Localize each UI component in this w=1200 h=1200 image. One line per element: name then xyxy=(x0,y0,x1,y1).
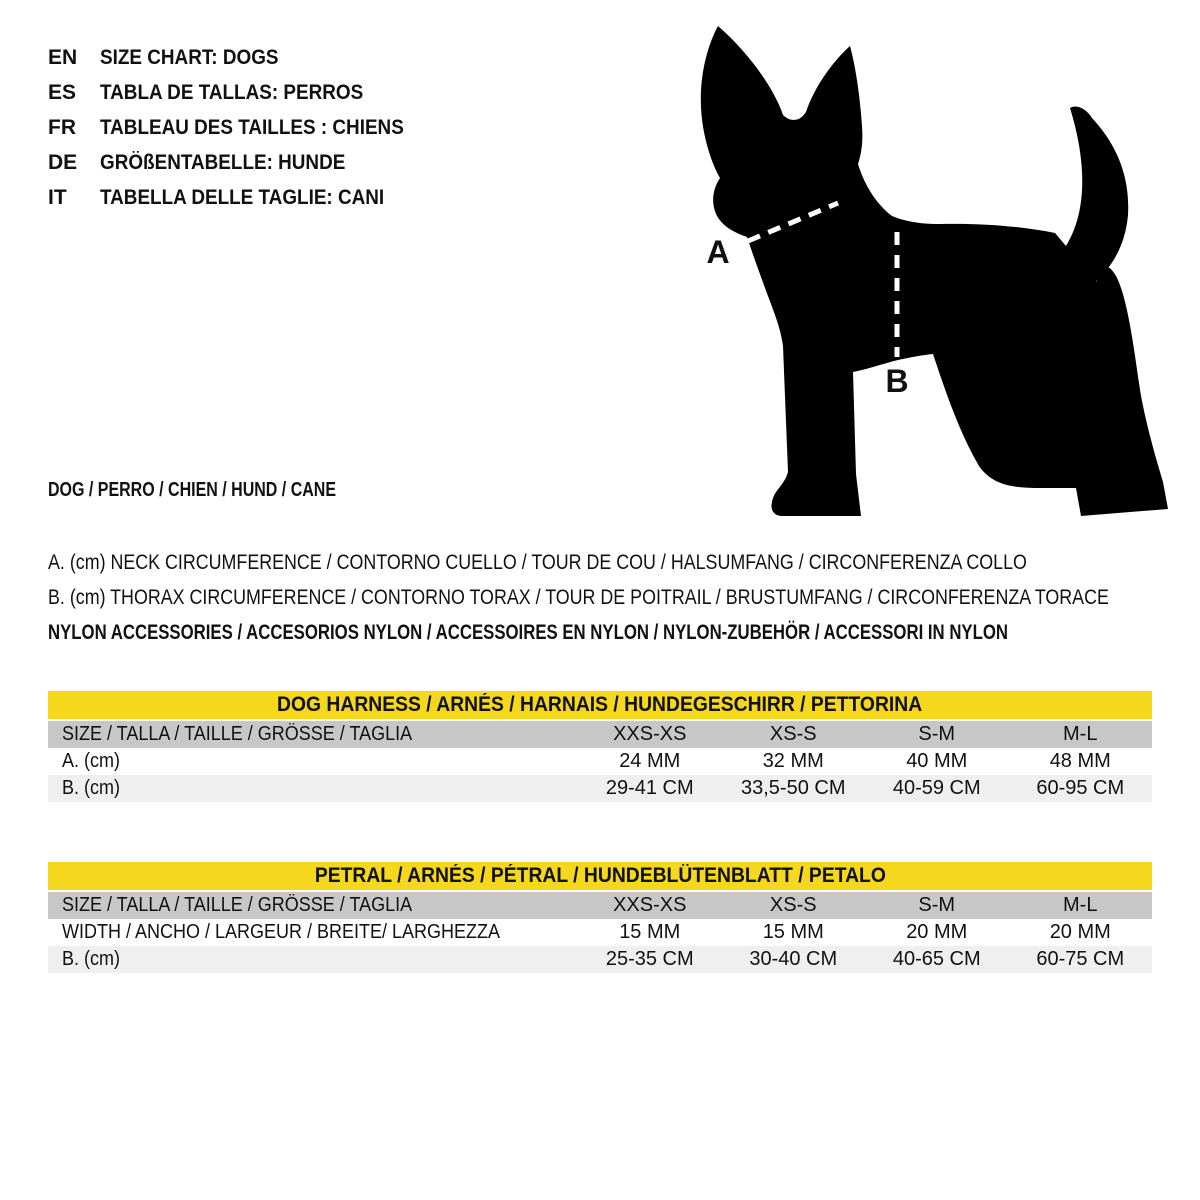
row-label-cell: SIZE / TALLA / TAILLE / GRÖSSE / TAGLIA xyxy=(62,723,413,745)
thorax-label: B xyxy=(885,363,909,399)
value-cell: 40-59 CM xyxy=(892,777,981,799)
table-row-neck xyxy=(48,748,1152,775)
row-label-cell: WIDTH / ANCHO / LARGEUR / BREITE/ LARGHEZZA xyxy=(62,921,501,943)
language-title-block xyxy=(48,40,438,215)
table-row-width xyxy=(48,919,1152,946)
title-label: SIZE CHART: DOGS xyxy=(100,45,279,69)
lang-code: DE xyxy=(48,150,78,174)
harness-size-table xyxy=(48,691,1152,802)
value-cell: 40-65 CM xyxy=(892,948,981,970)
row-label-cell: B. (cm) xyxy=(62,777,120,799)
petral-size-table xyxy=(48,862,1152,973)
lang-code: IT xyxy=(48,185,67,209)
table-title-bar xyxy=(48,862,1152,890)
column-header-cell: S-M xyxy=(918,723,956,745)
table-title-bar xyxy=(48,691,1152,719)
lang-code: FR xyxy=(48,115,76,139)
column-header-cell: XXS-XS xyxy=(613,894,687,916)
title-label: TABLEAU DES TAILLES : CHIENS xyxy=(100,115,404,139)
measurement-legend xyxy=(48,545,1200,650)
column-header-cell: XS-S xyxy=(769,723,817,745)
value-cell: 20 MM xyxy=(1049,921,1111,943)
column-header-cell: M-L xyxy=(1063,894,1098,916)
value-cell: 40 MM xyxy=(906,750,968,772)
table-title: PETRAL / ARNÉS / PÉTRAL / HUNDEBLÜTENBLATT / PETALO xyxy=(314,864,886,887)
value-cell: 25-35 CM xyxy=(605,948,694,970)
lang-code: ES xyxy=(48,80,77,104)
neck-label: A xyxy=(706,234,730,270)
column-header-cell: XXS-XS xyxy=(613,723,687,745)
column-header-cell: XS-S xyxy=(769,894,817,916)
value-cell: 15 MM xyxy=(619,921,681,943)
title-row-fr xyxy=(48,110,438,145)
legend-line-b: B. (cm) THORAX CIRCUMFERENCE / CONTORNO TORAX / TOUR DE POITRAIL / BRUSTUMFANG / CIRCONFERENZA TORACE xyxy=(48,585,1109,609)
dog-measurement-diagram xyxy=(640,20,1180,520)
title-row-de xyxy=(48,145,438,180)
title-label: GRÖßENTABELLE: HUNDE xyxy=(100,150,346,174)
column-header-cell: S-M xyxy=(918,894,956,916)
row-label-cell: A. (cm) xyxy=(62,750,120,772)
value-cell: 20 MM xyxy=(906,921,968,943)
legend-line-a: A. (cm) NECK CIRCUMFERENCE / CONTORNO CUELLO / TOUR DE COU / HALSUMFANG / CIRCONFERENZA COLLO xyxy=(48,550,1027,574)
row-label-cell: B. (cm) xyxy=(62,948,120,970)
table-row-thorax xyxy=(48,946,1152,973)
row-label-cell: SIZE / TALLA / TAILLE / GRÖSSE / TAGLIA xyxy=(62,894,413,916)
value-cell: 15 MM xyxy=(762,921,824,943)
value-cell: 29-41 CM xyxy=(605,777,694,799)
value-cell: 24 MM xyxy=(619,750,681,772)
value-cell: 48 MM xyxy=(1049,750,1111,772)
dog-silhouette-icon xyxy=(701,26,1168,516)
column-header-cell: M-L xyxy=(1063,723,1098,745)
lang-code: EN xyxy=(48,45,78,69)
title-label: TABELLA DELLE TAGLIE: CANI xyxy=(100,185,385,209)
legend-line-material: NYLON ACCESSORIES / ACCESORIOS NYLON / ACCESSOIRES EN NYLON / NYLON-ZUBEHÖR / ACCESSORI IN NYLON xyxy=(48,620,1009,644)
table-row-sizes xyxy=(48,892,1152,919)
value-cell: 60-75 CM xyxy=(1036,948,1125,970)
species-caption: DOG / PERRO / CHIEN / HUND / CANE xyxy=(48,479,337,501)
value-cell: 30-40 CM xyxy=(749,948,838,970)
title-row-en xyxy=(48,40,438,75)
table-row-sizes xyxy=(48,721,1152,748)
value-cell: 60-95 CM xyxy=(1036,777,1125,799)
table-row-thorax xyxy=(48,775,1152,802)
table-title: DOG HARNESS / ARNÉS / HARNAIS / HUNDEGESCHIRR / PETTORINA xyxy=(277,693,923,716)
value-cell: 32 MM xyxy=(762,750,824,772)
title-row-it xyxy=(48,180,438,215)
value-cell: 33,5-50 CM xyxy=(741,777,846,799)
title-row-es xyxy=(48,75,438,110)
title-label: TABLA DE TALLAS: PERROS xyxy=(100,80,364,104)
